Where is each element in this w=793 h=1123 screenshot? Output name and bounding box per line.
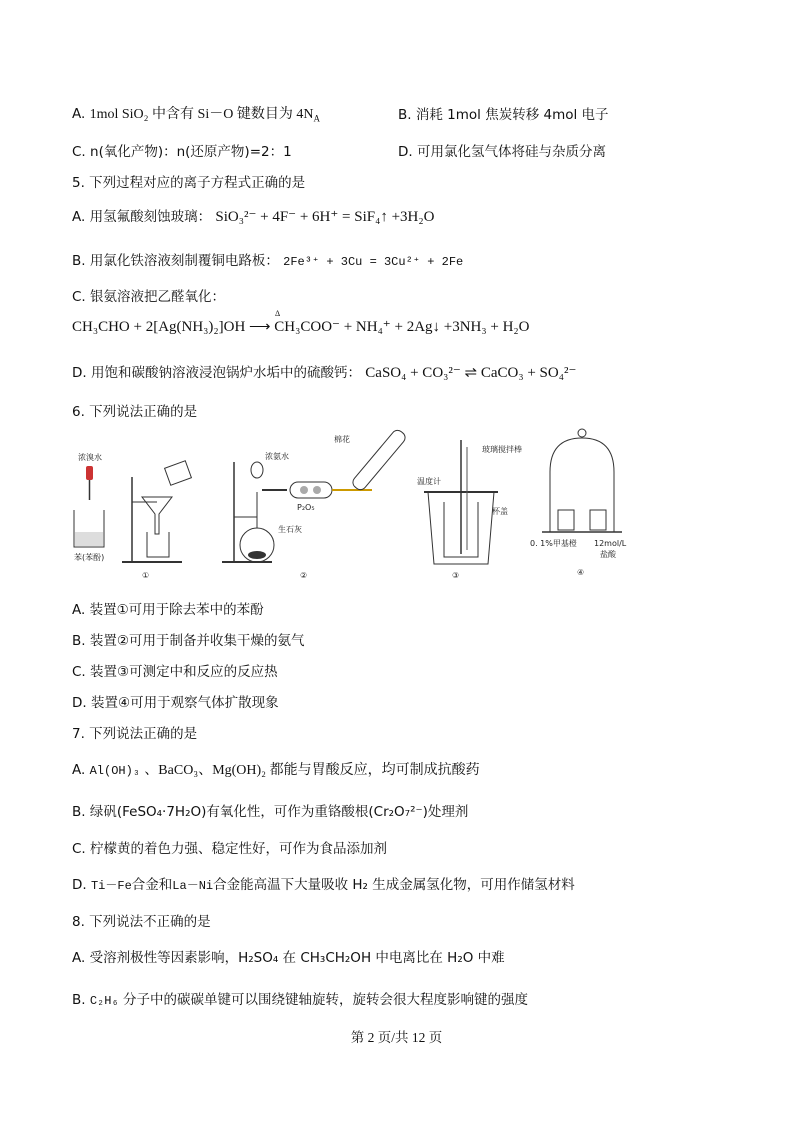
q4-option-a-text: 1mol SiO₂ 中含有 Si－O 键数目为 4N (89, 107, 314, 122)
dropper-bulb (86, 466, 93, 480)
app2-dryer-bead (300, 486, 308, 494)
q6-stem: 6. 下列说法正确的是 (72, 404, 198, 420)
q4-option-b-label: B. (398, 107, 412, 123)
q8-option-b-label: B. (72, 992, 86, 1008)
q5-stem: 5. 下列过程对应的离子方程式正确的是 (72, 175, 306, 191)
q7-option-d (72, 873, 575, 893)
q6-option-c: C. 装置③可测定中和反应的反应热 (72, 664, 278, 680)
app4-bell-jar (550, 438, 614, 532)
q4-option-d-text: 可用氯化氢气体将硅与杂质分离 (416, 144, 606, 160)
app3-lid-label: 杯盖 (492, 507, 508, 516)
app1-liquid-label: 苯(苯酚) (74, 553, 105, 562)
q5-option-c-equation-line (72, 309, 530, 336)
app2-solid-label: 生石灰 (278, 525, 302, 534)
q7-option-a (72, 759, 480, 779)
q5-option-c: C. 银氨溶液把乙醛氧化： (72, 289, 226, 305)
q5-option-c-heat-mark: Δ (275, 309, 281, 318)
q5-option-b-equation: 2Fe³⁺ + 3Cu = 3Cu²⁺ + 2Fe (283, 255, 464, 269)
q4-option-b-text: 消耗 1mol 焦炭转移 4mol 电子 (415, 107, 609, 123)
q5-option-b (72, 249, 463, 269)
app1-number: ① (142, 571, 150, 580)
q8-option-b-text: 分子中的碳碳单键可以围绕键轴旋转，旋转会很大程度影响键的强度 (122, 992, 528, 1008)
q4-option-b (398, 103, 609, 123)
q8-stem: 8. 下列说法不正确的是 (72, 914, 211, 930)
q7-option-d-text-1: 合金和 (131, 877, 173, 893)
q5-option-d (72, 361, 576, 382)
q4-option-c-label: C. (72, 144, 86, 160)
app1-pouring-beaker (165, 461, 192, 485)
apparatus-3 (417, 440, 522, 580)
page-footer: 第 2 页/共 12 页 (350, 1030, 443, 1045)
q7-option-d-label: D. (72, 877, 87, 893)
q7-option-a-chem: Al(OH)₃ (89, 764, 141, 778)
apparatus-1 (74, 452, 191, 580)
app1-funnel (142, 497, 172, 534)
app2-collecting-tube (350, 428, 407, 492)
q8-option-b (72, 988, 528, 1008)
q5-option-a (72, 205, 434, 226)
q4-option-d (398, 140, 606, 160)
q4-option-a (72, 103, 320, 124)
app2-solid (248, 551, 266, 559)
q4-option-c (72, 140, 292, 160)
app2-dryer-label: P₂O₅ (297, 503, 315, 512)
q7-stem: 7. 下列说法正确的是 (72, 726, 198, 742)
q6-option-b: B. 装置②可用于制备并收集干燥的氨气 (72, 633, 305, 649)
q6-option-a: A. 装置①可用于除去苯中的苯酚 (72, 602, 264, 618)
q5-option-a-equation: SiO₃²⁻ + 4F⁻ + 6H⁺ = SiF₄↑ +3H₂O (215, 209, 435, 225)
q7-option-a-label: A. (72, 762, 86, 778)
q5-option-d-equation: CaSO₄ + CO₃²⁻ ⇌ CaCO₃ + SO₄²⁻ (365, 365, 577, 381)
apparatus-4 (530, 429, 627, 577)
q6-apparatus-figure (72, 422, 632, 582)
app1-liquid (75, 532, 103, 546)
app4-left-beaker (558, 510, 574, 530)
app1-reagent-label: 浓溴水 (78, 453, 102, 462)
q8-option-b-chem: C₂H₆ (89, 994, 119, 1008)
app3-stirrer-label: 玻璃搅拌棒 (482, 445, 522, 454)
app4-right-label-1: 12mol/L (594, 539, 627, 548)
q7-option-d-chem-2: La－Ni (172, 879, 214, 893)
app4-number: ④ (577, 568, 585, 577)
app2-number: ② (300, 571, 308, 580)
q4-option-c-text: n(氧化产物)：n(还原产物)=2：1 (90, 144, 292, 160)
app4-knob (578, 429, 586, 437)
app2-sep-funnel (251, 462, 263, 478)
app2-dryer-bead (313, 486, 321, 494)
q7-option-d-text-2: 合金能高温下大量吸收 H₂ 生成金属氢化物，可用作储氢材料 (213, 877, 575, 893)
q7-option-d-chem-1: Ti－Fe (90, 879, 132, 893)
app3-number: ③ (452, 571, 460, 580)
app3-thermometer-label: 温度计 (417, 477, 441, 486)
app4-left-label: 0. 1%甲基橙 (530, 539, 577, 548)
q5-option-c-equation: CH₃CHO + 2[Ag(NH₃)₂]OH ⟶ CH₃COO⁻ + NH₄⁺ + 2Ag↓ +3NH₃ + H₂O (72, 319, 530, 335)
q7-option-a-text: 、BaCO₃、Mg(OH)₂ 都能与胃酸反应，均可制成抗酸药 (144, 763, 480, 778)
q7-option-b: B. 绿矾(FeSO₄·7H₂O)有氧化性，可作为重铬酸根(Cr₂O₇²⁻)处理剂 (72, 804, 469, 820)
app2-drying-tube (290, 482, 332, 498)
app2-reagent-label: 浓氨水 (265, 452, 289, 461)
q8-option-a: A. 受溶剂极性等因素影响，H₂SO₄ 在 CH₃CH₂OH 中电离比在 H₂O 中难 (72, 950, 505, 966)
app4-right-label-2: 盐酸 (600, 550, 616, 559)
app1-receiver (147, 532, 169, 557)
q6-option-d: D. 装置④可用于观察气体扩散现象 (72, 695, 279, 711)
apparatus-2 (222, 428, 408, 580)
q5-option-d-text: D. 用饱和碳酸钠溶液浸泡锅炉水垢中的硫酸钙： (72, 365, 361, 381)
q4-option-a-sub: A (313, 113, 320, 124)
q4-option-a-label: A. (72, 106, 86, 122)
app4-right-beaker (590, 510, 606, 530)
q5-option-b-text: B. 用氯化铁溶液刻制覆铜电路板： (72, 253, 279, 269)
q5-option-a-text: A. 用氢氟酸刻蚀玻璃： (72, 209, 212, 225)
q7-option-c: C. 柠檬黄的着色力强、稳定性好，可作为食品添加剂 (72, 841, 388, 857)
app2-cotton-label: 棉花 (334, 435, 350, 444)
q4-option-d-label: D. (398, 144, 413, 160)
